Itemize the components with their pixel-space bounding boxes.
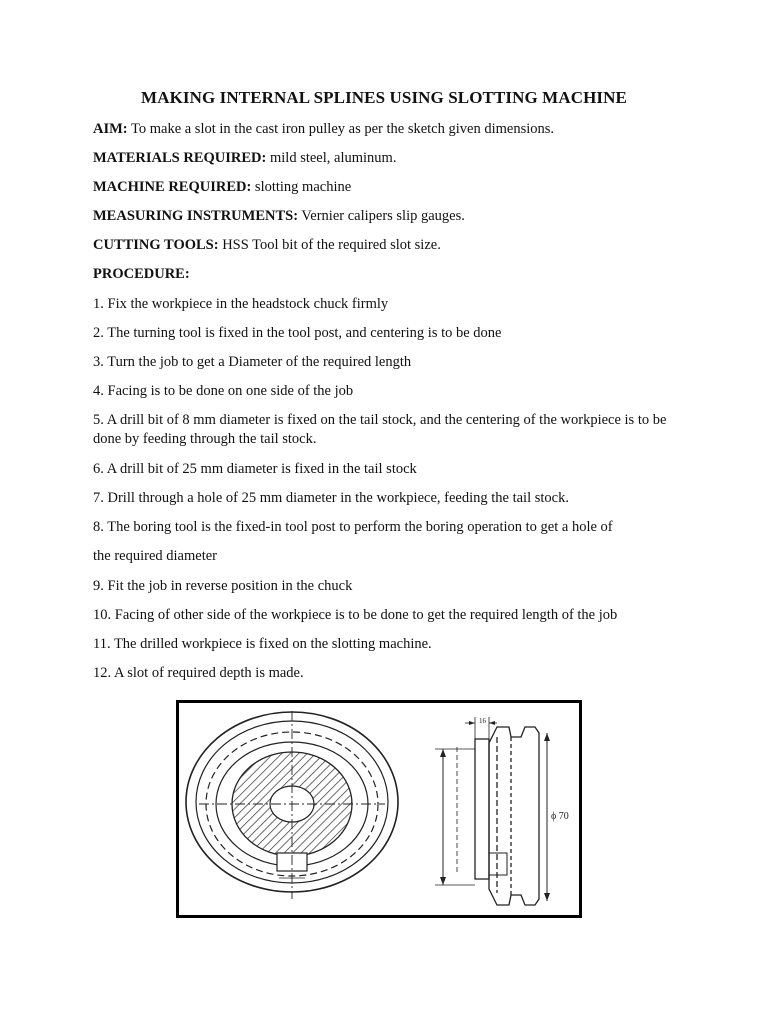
procedure-step-3: 3. Turn the job to get a Diameter of the required length xyxy=(93,354,412,370)
pulley-drawing xyxy=(179,703,579,915)
procedure-step-10: 10. Facing of other side of the workpiece is to be done to get the required length of the job xyxy=(93,607,618,623)
aim-text: To make a slot in the cast iron pulley as per the sketch given dimensions. xyxy=(127,121,555,137)
procedure-step-1: 1. Fix the workpiece in the headstock chuck firmly xyxy=(93,296,389,312)
procedure-heading: PROCEDURE: xyxy=(93,266,190,282)
dim-diameter-label: ϕ 70 xyxy=(551,811,569,822)
measuring-text: Vernier calipers slip gauges. xyxy=(298,208,465,224)
dim-top-label: 16 xyxy=(479,717,486,725)
measuring-label: MEASURING INSTRUMENTS: xyxy=(93,208,299,224)
aim-line xyxy=(93,120,693,139)
procedure-step-9: 9. Fit the job in reverse position in the chuck xyxy=(93,578,353,594)
tools-line xyxy=(93,236,693,255)
materials-text: mild steel, aluminum. xyxy=(266,150,397,166)
pulley-sketch xyxy=(176,700,582,918)
procedure-step-2: 2. The turning tool is fixed in the tool post, and centering is to be done xyxy=(93,325,502,341)
procedure-step-4: 4. Facing is to be done on one side of the job xyxy=(93,383,354,399)
procedure-step-5: 5. A drill bit of 8 mm diameter is fixed on the tail stock, and the centering of the workpiece is to be done by feeding through the tail stock. xyxy=(93,412,667,447)
tools-text: HSS Tool bit of the required slot size. xyxy=(218,237,441,253)
pulley-side-view xyxy=(435,717,550,905)
procedure-step-11: 11. The drilled workpiece is fixed on the slotting machine. xyxy=(93,636,432,652)
procedure-step-8-cont: the required diameter xyxy=(93,548,217,564)
page-title: MAKING INTERNAL SPLINES USING SLOTTING MACHINE xyxy=(141,88,627,107)
materials-label: MATERIALS REQUIRED: xyxy=(93,150,267,166)
machine-line xyxy=(93,178,693,197)
machine-label: MACHINE REQUIRED: xyxy=(93,179,252,195)
procedure-step-6: 6. A drill bit of 25 mm diameter is fixed in the tail stock xyxy=(93,461,417,477)
procedure-step-7: 7. Drill through a hole of 25 mm diameter in the workpiece, feeding the tail stock. xyxy=(93,490,569,506)
procedure-step-8: 8. The boring tool is the fixed-in tool post to perform the boring operation to get a hole of xyxy=(93,519,613,535)
tools-label: CUTTING TOOLS: xyxy=(93,237,219,253)
procedure-step-12: 12. A slot of required depth is made. xyxy=(93,665,304,681)
machine-text: slotting machine xyxy=(251,179,352,195)
measuring-line xyxy=(93,207,693,226)
pulley-front-view xyxy=(186,711,398,899)
materials-line xyxy=(93,149,693,168)
aim-label: AIM: xyxy=(93,121,128,137)
